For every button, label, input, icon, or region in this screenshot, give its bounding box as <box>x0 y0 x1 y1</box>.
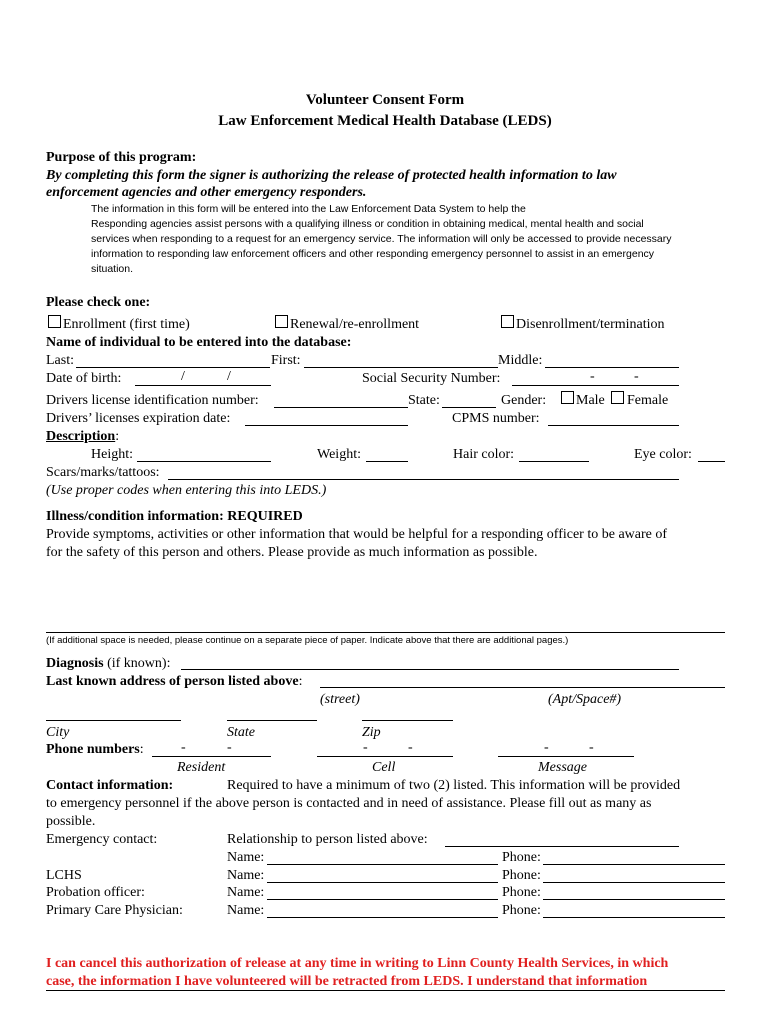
weight-label: Weight: <box>317 447 361 462</box>
emergency-phone-field[interactable] <box>543 864 725 865</box>
cpms-field[interactable] <box>548 425 679 426</box>
diagnosis-label <box>46 657 170 671</box>
check-one-heading: Please check one: <box>46 295 151 310</box>
purpose-statement-line1: By completing this form the signer is authorizing the release of protected health information to law <box>46 168 617 183</box>
emergency-contact-label: Emergency contact: <box>46 832 158 847</box>
cancel-notice-line2: case, the information I have volunteered will be retracted from LEDS. I understand that information <box>46 974 648 989</box>
purpose-desc-line: The information in this form will be entered into the Law Enforcement Data System to help the <box>91 203 526 215</box>
contact-info-line3: possible. <box>46 814 96 829</box>
dob-separator: / <box>227 369 231 384</box>
pcp-phone-label: Phone: <box>502 903 541 918</box>
illness-heading: Illness/condition information: REQUIRED <box>46 509 303 524</box>
middle-name-field[interactable] <box>545 367 679 368</box>
first-name-field[interactable] <box>304 367 498 368</box>
address-colon: : <box>298 674 303 689</box>
purpose-desc-line: information to responding law enforcement officers and other responding emergency personnel to assist in an emergency <box>91 248 655 260</box>
phone-numbers-colon: : <box>139 742 144 757</box>
lchs-label: LCHS <box>46 868 82 883</box>
description-heading-text: Description <box>46 429 116 444</box>
enrollment-label: Enrollment (first time) <box>63 317 190 332</box>
female-checkbox[interactable] <box>611 391 624 404</box>
diagnosis-label-rest: (if known): <box>103 656 171 671</box>
dob-field[interactable] <box>135 385 271 386</box>
city-caption: City <box>46 725 70 740</box>
last-name-label: Last: <box>46 353 74 368</box>
resident-caption: Resident <box>177 760 226 775</box>
hair-color-label: Hair color: <box>453 447 515 462</box>
street-caption: (street) <box>320 692 360 707</box>
contact-info-line1: Required to have a minimum of two (2) listed. This information will be provided <box>227 778 681 793</box>
dl-id-field[interactable] <box>274 407 408 408</box>
description-heading <box>46 430 119 444</box>
probation-name-field[interactable] <box>267 899 498 900</box>
illness-text-area[interactable] <box>46 565 725 631</box>
address-street-field[interactable] <box>320 687 725 688</box>
gender-label: Gender: <box>501 393 547 408</box>
ssn-dash: - <box>590 369 595 384</box>
dob-label: Date of birth: <box>46 371 122 386</box>
contact-info-line2: to emergency personnel if the above person is contacted and in need of assistance. Please fill out as many as <box>46 796 652 811</box>
diagnosis-label-bold: Diagnosis <box>46 656 104 671</box>
cell-phone-field[interactable] <box>317 756 453 757</box>
phone-dash: - <box>227 740 232 755</box>
height-field[interactable] <box>137 461 271 462</box>
phone-dash: - <box>589 740 594 755</box>
male-checkbox[interactable] <box>561 391 574 404</box>
male-label: Male <box>576 393 605 408</box>
relationship-field[interactable] <box>445 846 679 847</box>
pcp-phone-field[interactable] <box>543 917 725 918</box>
phone-dash: - <box>363 740 368 755</box>
city-field[interactable] <box>46 720 181 721</box>
eye-color-field[interactable] <box>698 461 725 462</box>
diagnosis-field[interactable] <box>181 669 679 670</box>
renewal-label: Renewal/re-enrollment <box>290 317 420 332</box>
contact-info-label: Contact information: <box>46 778 174 793</box>
phone-dash: - <box>544 740 549 755</box>
middle-name-label: Middle: <box>498 353 543 368</box>
female-label: Female <box>627 393 669 408</box>
address-label-text: Last known address of person listed above <box>46 674 299 689</box>
disenrollment-checkbox[interactable] <box>501 315 514 328</box>
probation-name-label: Name: <box>227 885 265 900</box>
dl-exp-field[interactable] <box>245 425 408 426</box>
state-caption: State <box>227 725 255 740</box>
hair-color-field[interactable] <box>519 461 589 462</box>
probation-phone-label: Phone: <box>502 885 541 900</box>
address-state-field[interactable] <box>227 720 317 721</box>
last-name-field[interactable] <box>76 367 270 368</box>
purpose-desc-line: services when responding to a request for an emergency service. The information will only be accessed to provide necessary <box>91 233 672 245</box>
form-title: Volunteer Consent Form <box>305 92 465 108</box>
enrollment-checkbox[interactable] <box>48 315 61 328</box>
dl-exp-label: Drivers’ licenses expiration date: <box>46 411 231 426</box>
description-colon: : <box>115 429 120 444</box>
purpose-desc-line: Responding agencies assist persons with a qualifying illness or condition in obtaining medical, mental health and social <box>91 218 644 230</box>
zip-field[interactable] <box>362 720 453 721</box>
pcp-label: Primary Care Physician: <box>46 903 183 918</box>
purpose-desc-line: situation. <box>91 263 134 275</box>
state-label: State: <box>408 393 440 408</box>
scars-label: Scars/marks/tattoos: <box>46 465 160 480</box>
form-subtitle: Law Enforcement Medical Health Database (LEDS) <box>218 113 552 129</box>
pcp-name-field[interactable] <box>267 917 498 918</box>
individual-heading: Name of individual to be entered into the database: <box>46 335 352 350</box>
emergency-name-label: Name: <box>227 850 265 865</box>
phone-numbers-label <box>46 743 144 757</box>
codes-note: (Use proper codes when entering this into LEDS.) <box>46 483 327 498</box>
cpms-label: CPMS number: <box>452 411 540 426</box>
ssn-field[interactable] <box>512 385 679 386</box>
ssn-label: Social Security Number: <box>362 371 501 386</box>
emergency-phone-label: Phone: <box>502 850 541 865</box>
phone-dash: - <box>181 740 186 755</box>
zip-caption: Zip <box>362 725 381 740</box>
apt-caption: (Apt/Space#) <box>548 692 622 707</box>
scars-field[interactable] <box>168 479 679 480</box>
state-field[interactable] <box>442 407 496 408</box>
additional-space-note: (If additional space is needed, please continue on a separate piece of paper. Indicate above that there are additional pages.) <box>46 635 569 646</box>
eye-color-label: Eye color: <box>634 447 692 462</box>
illness-instruction-line1: Provide symptoms, activities or other information that would be helpful for a responding officer to be aware of <box>46 527 668 542</box>
purpose-statement-line2: enforcement agencies and other emergency responders. <box>46 185 367 200</box>
lchs-phone-label: Phone: <box>502 868 541 883</box>
probation-officer-label: Probation officer: <box>46 885 145 900</box>
lchs-name-label: Name: <box>227 868 265 883</box>
resident-phone-field[interactable] <box>152 756 271 757</box>
message-caption: Message <box>538 760 587 775</box>
weight-field[interactable] <box>366 461 408 462</box>
relationship-label: Relationship to person listed above: <box>227 832 428 847</box>
cancel-notice-line1: I can cancel this authorization of release at any time in writing to Linn County Health Services, in which <box>46 956 669 971</box>
illness-instruction-line2: for the safety of this person and others. Please provide as much information as possible. <box>46 545 538 560</box>
cell-caption: Cell <box>372 760 396 775</box>
ssn-dash: - <box>634 369 639 384</box>
message-phone-field[interactable] <box>498 756 634 757</box>
cancel-notice-underline <box>46 990 725 991</box>
purpose-heading: Purpose of this program: <box>46 150 197 165</box>
renewal-checkbox[interactable] <box>275 315 288 328</box>
pcp-name-label: Name: <box>227 903 265 918</box>
probation-phone-field[interactable] <box>543 899 725 900</box>
phone-numbers-label-text: Phone numbers <box>46 742 140 757</box>
illness-field-line <box>46 632 725 633</box>
dl-id-label: Drivers license identification number: <box>46 393 259 408</box>
height-label: Height: <box>91 447 133 462</box>
disenrollment-label: Disenrollment/termination <box>516 317 665 332</box>
first-name-label: First: <box>271 353 301 368</box>
lchs-name-field[interactable] <box>267 882 498 883</box>
address-label <box>46 675 302 689</box>
dob-separator: / <box>181 369 185 384</box>
lchs-phone-field[interactable] <box>543 882 725 883</box>
emergency-name-field[interactable] <box>267 864 498 865</box>
phone-dash: - <box>408 740 413 755</box>
